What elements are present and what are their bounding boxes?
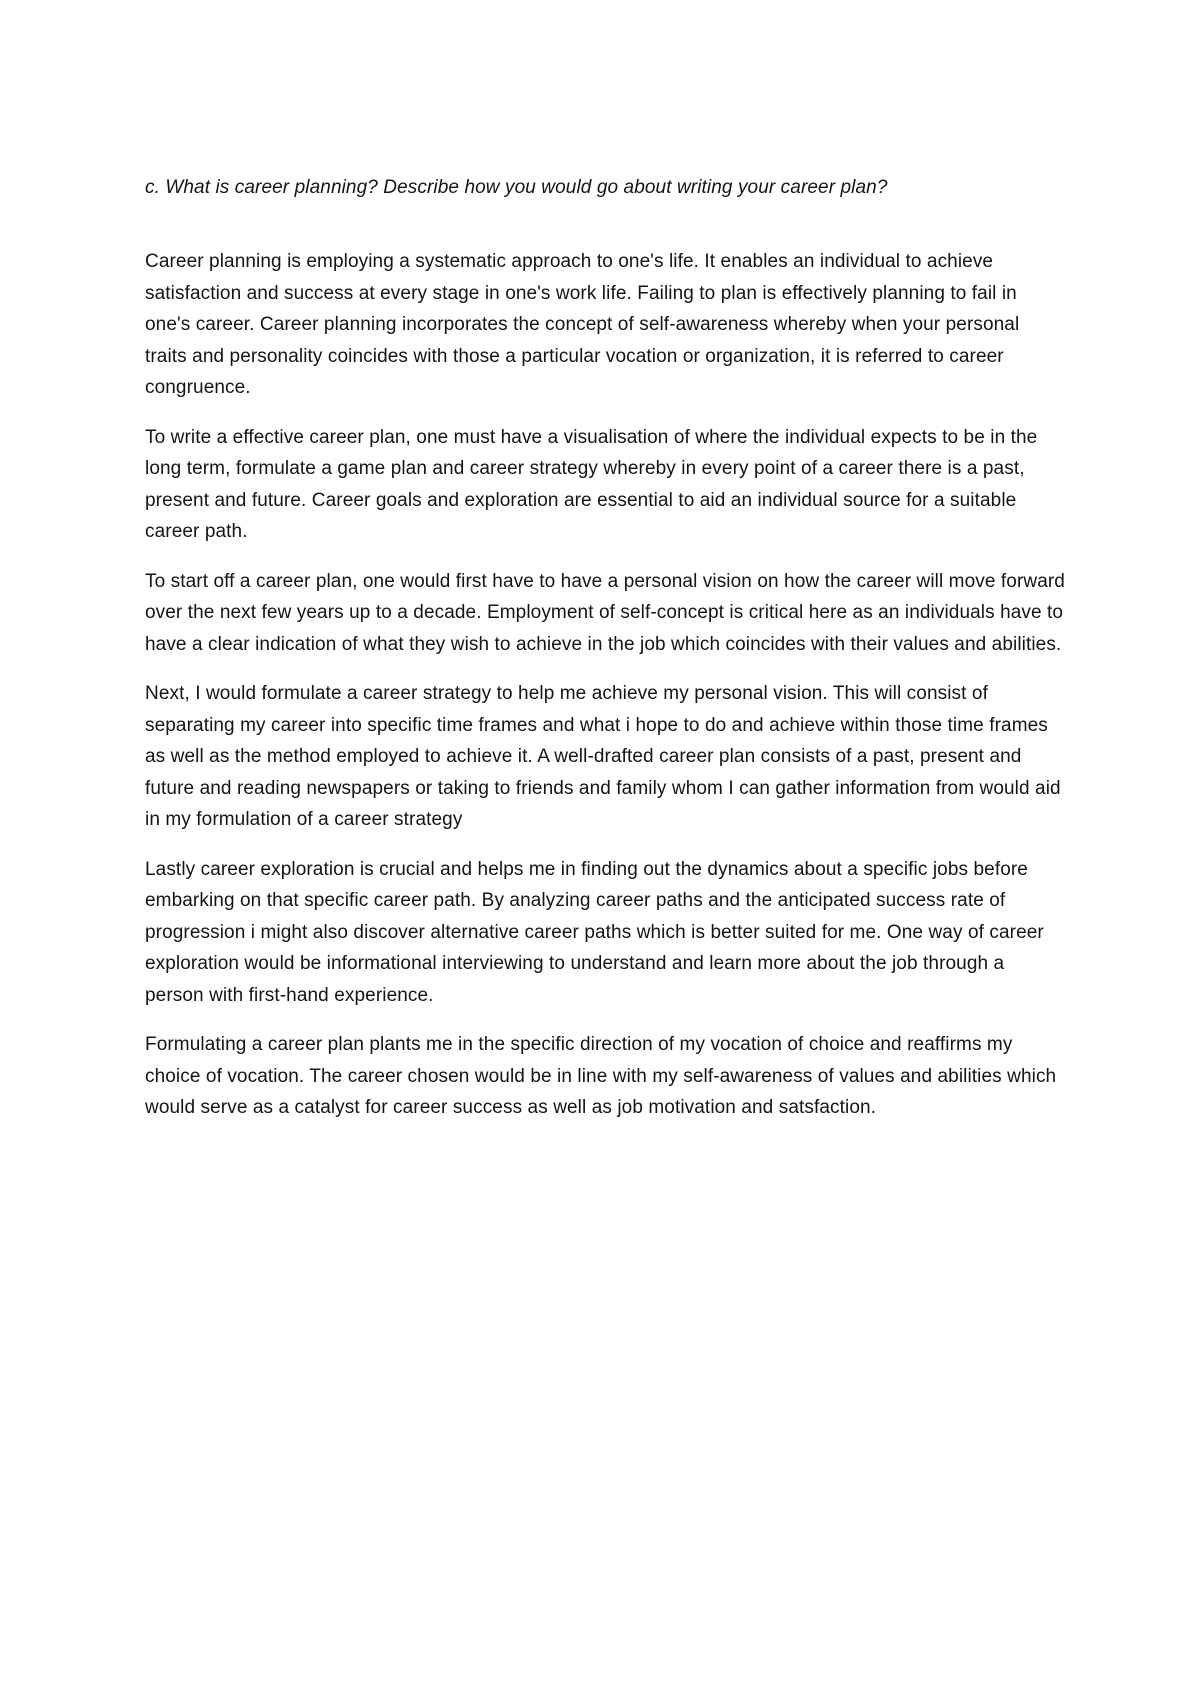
question-heading: c. What is career planning? Describe how you would go about writing your career plan? [145, 177, 888, 198]
paragraph-career-strategy: Next, I would formulate a career strategy to help me achieve my personal vision. This will consist of separating my career into specific time frames and what i hope to do and achieve within those time frames as well as the method employed to achieve it. A well-drafted career plan consists of a past, present and future and reading newspapers or taking to friends and family whom I can gather information from would aid in my formulation of a career strategy [145, 683, 1061, 830]
paragraph-definition: Career planning is employing a systematic approach to one's life. It enables an individual to achieve satisfaction and success at every stage in one's work life. Failing to plan is effectively planning to fail in one's career. Career planning incorporates the concept of self-awareness whereby when your personal traits and personality coincides with those a particular vocation or organization, it is referred to career congruence. [145, 251, 1020, 398]
paragraph-writing-plan: To write a effective career plan, one must have a visualisation of where the individual expects to be in the long term, formulate a game plan and career strategy whereby in every point of a career there is a past, present and future. Career goals and exploration are essential to aid an individual source for a suitable career path. [145, 426, 1038, 542]
document-body [145, 172, 1065, 1142]
paragraph-conclusion: Formulating a career plan plants me in the specific direction of my vocation of choice and reaffirms my choice of vocation. The career chosen would be in line with my self-awareness of values and abilities which would serve as a catalyst for career success as well as job motivation and satsfaction. [145, 1034, 1057, 1118]
paragraph-personal-vision: To start off a career plan, one would first have to have a personal vision on how the career will move forward over the next few years up to a decade. Employment of self-concept is critical here as an individuals have to have a clear indication of what they wish to achieve in the job which coincides with their values and abilities. [145, 570, 1065, 655]
paragraph-career-exploration: Lastly career exploration is crucial and helps me in finding out the dynamics about a specific jobs before embarking on that specific career path. By analyzing career paths and the anticipated success rate of progression i might also discover alternative career paths which is better suited for me. One way of career exploration would be informational interviewing to understand and learn more about the job through a person with first-hand experience. [145, 858, 1044, 1006]
